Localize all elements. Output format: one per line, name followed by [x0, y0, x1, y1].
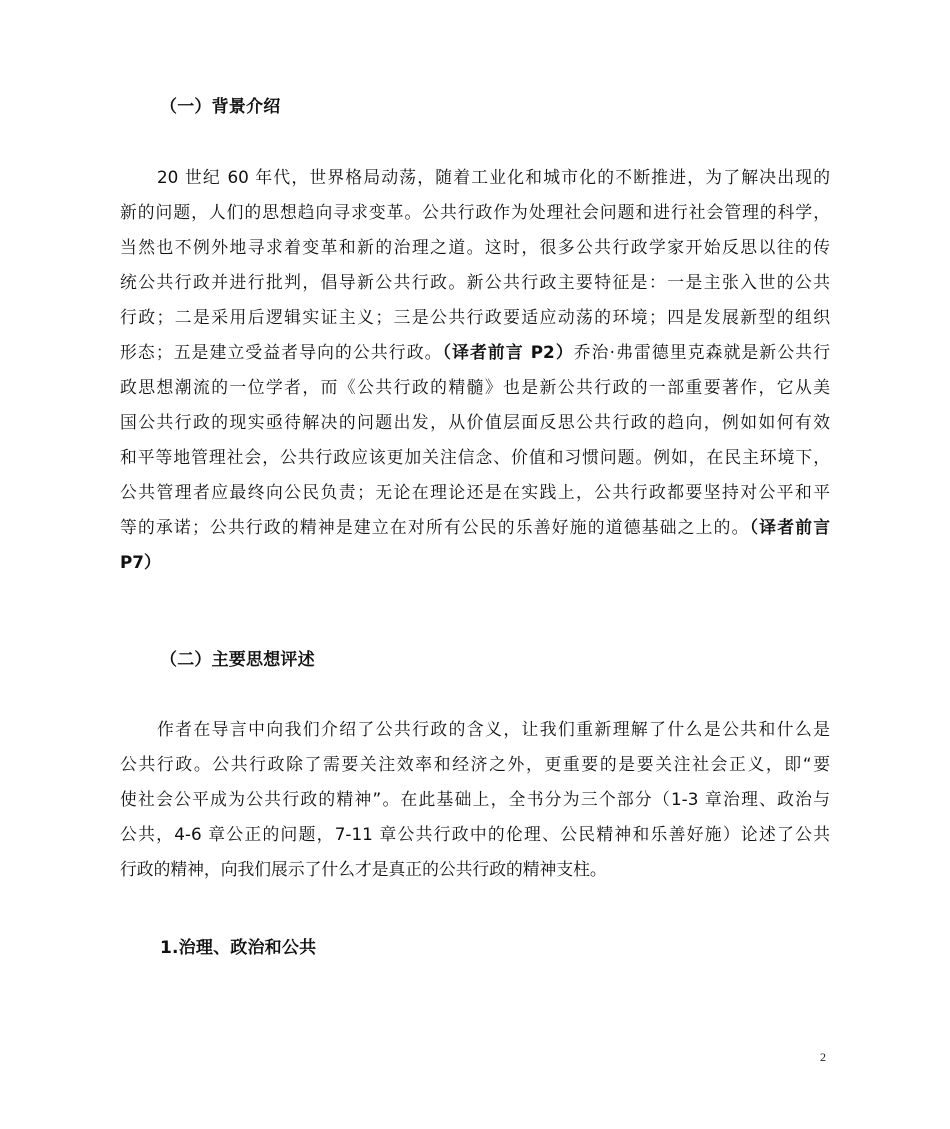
section-heading-main-ideas: （二）主要思想评述	[160, 650, 315, 670]
paragraph-background	[120, 160, 830, 580]
paragraph-line	[120, 510, 830, 545]
paragraph-line	[120, 545, 830, 580]
paragraph-line: 使社会公平成为公共行政的精神”。在此基础上，全书分为三个部分（1-3 章治理、政治与	[120, 789, 830, 809]
subsection-heading-governance: 1.治理、政治和公共	[160, 938, 317, 958]
paragraph-line: 20 世纪 60 年代，世界格局动荡，随着工业化和城市化的不断推进，为了解决出现的	[157, 167, 830, 187]
paragraph-line: 公共，4-6 章公正的问题，7-11 章公共行政中的伦理、公民精神和乐善好施）论述了公共	[120, 824, 830, 844]
paragraph-line: 国公共行政的现实亟待解决的问题出发，从价值层面反思公共行政的趋向，例如如何有效	[120, 412, 830, 432]
page-number: 2	[820, 1050, 826, 1064]
paragraph-line: 行政的精神，向我们展示了什么才是真正的公共行政的精神支柱。	[120, 859, 607, 879]
section-heading-background: （一）背景介绍	[160, 97, 281, 117]
paragraph-line: 新的问题，人们的思想趋向寻求变革。公共行政作为处理社会问题和进行社会管理的科学，	[120, 202, 830, 222]
paragraph-line: 和平等地管理社会，公共行政应该更加关注信念、价值和习惯问题。例如，在民主环境下，	[120, 447, 830, 467]
paragraph-line	[120, 335, 830, 370]
paragraph-line: 当然也不例外地寻求着变革和新的治理之道。这时，很多公共行政学家开始反思以往的传	[120, 237, 830, 257]
paragraph-main-ideas	[120, 712, 830, 887]
line-text: 形态；五是建立受益者导向的公共行政。	[120, 342, 443, 362]
line-text: 等的承诺；公共行政的精神是建立在对所有公民的乐善好施的道德基础之上的。	[120, 517, 750, 537]
citation-page-p7: P7）	[120, 552, 161, 572]
paragraph-line: 统公共行政并进行批判，倡导新公共行政。新公共行政主要特征是：一是主张入世的公共	[120, 272, 830, 292]
paragraph-line: 行政；二是采用后逻辑实证主义；三是公共行政要适应动荡的环境；四是发展新型的组织	[120, 307, 830, 327]
line-text: 乔治·弗雷德里克森就是新公共行	[573, 342, 830, 362]
paragraph-line: 公共管理者应最终向公民负责；无论在理论还是在实践上，公共行政都要坚持对公平和平	[120, 482, 830, 502]
citation-translator-preface-p7: （译者前言	[749, 517, 830, 537]
citation-translator-preface-p2: （译者前言 P2）	[442, 342, 574, 362]
paragraph-line: 政思想潮流的一位学者，而《公共行政的精髓》也是新公共行政的一部重要著作，它从美	[120, 377, 830, 397]
paragraph-line: 作者在导言中向我们介绍了公共行政的含义，让我们重新理解了什么是公共和什么是	[157, 719, 830, 739]
paragraph-line: 公共行政。公共行政除了需要关注效率和经济之外，更重要的是要关注社会正义，即“要	[120, 754, 830, 774]
